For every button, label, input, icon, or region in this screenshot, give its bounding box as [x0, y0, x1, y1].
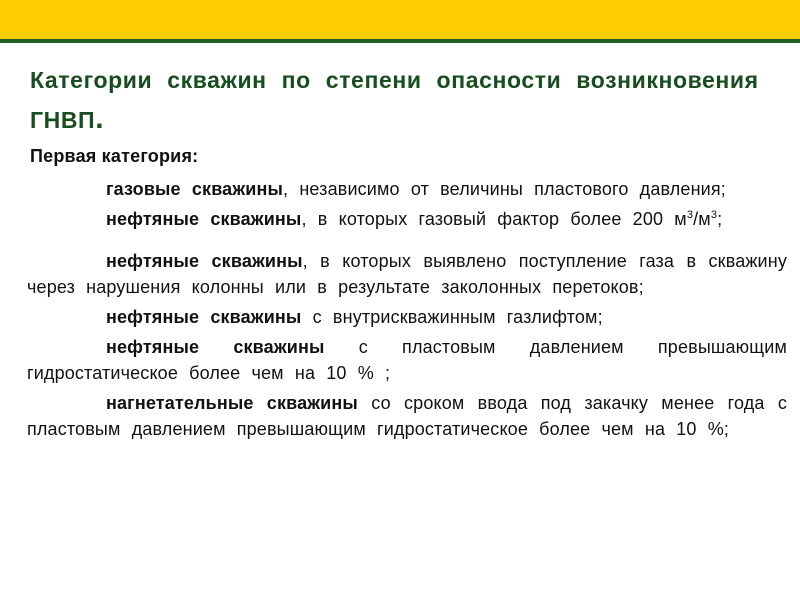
list-item-text: , в которых газовый фактор более 200 м	[301, 209, 687, 229]
list-item-text: с пластовым давлением превышающим гидростатическое более чем на 10 % ;	[27, 337, 787, 383]
list-item-strong: нагнетательные скважины	[106, 393, 358, 413]
top-yellow-band	[0, 0, 800, 39]
list-item-text: , в которых выявлено поступление газа в скважину через нарушения колонны или в результате заколонных перетоков;	[27, 251, 788, 297]
list-item-text: со сроком ввода под закачку менее года с пластовым давлением превышающим гидростатическое более чем на 10 %;	[27, 393, 787, 439]
slide-title-end: .	[95, 102, 105, 135]
list-item-strong: нефтяные скважины	[106, 307, 302, 327]
list-item-injection-wells	[27, 390, 787, 442]
list-item-oil-gas-inflow	[27, 248, 787, 300]
category-label: Первая категория:	[30, 146, 199, 166]
list-item-oil-gas-factor	[27, 206, 787, 232]
list-item-strong: газовые скважины	[106, 179, 284, 199]
list-item-oil-gaslift	[27, 304, 787, 330]
list-item-text: с внутрискважинным газлифтом;	[301, 307, 603, 327]
list-item-strong: нефтяные скважины	[106, 337, 325, 357]
list-item-strong: нефтяные скважины	[106, 209, 302, 229]
list-item-strong: нефтяные скважины	[106, 251, 303, 271]
slide-body	[27, 143, 787, 442]
list-item-text-end: ;	[717, 209, 723, 229]
list-item-oil-pressure	[27, 334, 787, 386]
unit-text: /м	[693, 209, 711, 229]
slide-title	[30, 60, 780, 140]
list-item-gas-wells	[27, 176, 787, 202]
unit-superscript: 3	[710, 209, 718, 221]
slide-title-text: Категории скважин по степени опасности возникновения ГНВП	[30, 67, 759, 133]
top-green-rule	[0, 39, 800, 43]
unit-superscript: 3	[686, 209, 694, 221]
list-item-text: , независимо от величины пластового давления;	[283, 179, 726, 199]
